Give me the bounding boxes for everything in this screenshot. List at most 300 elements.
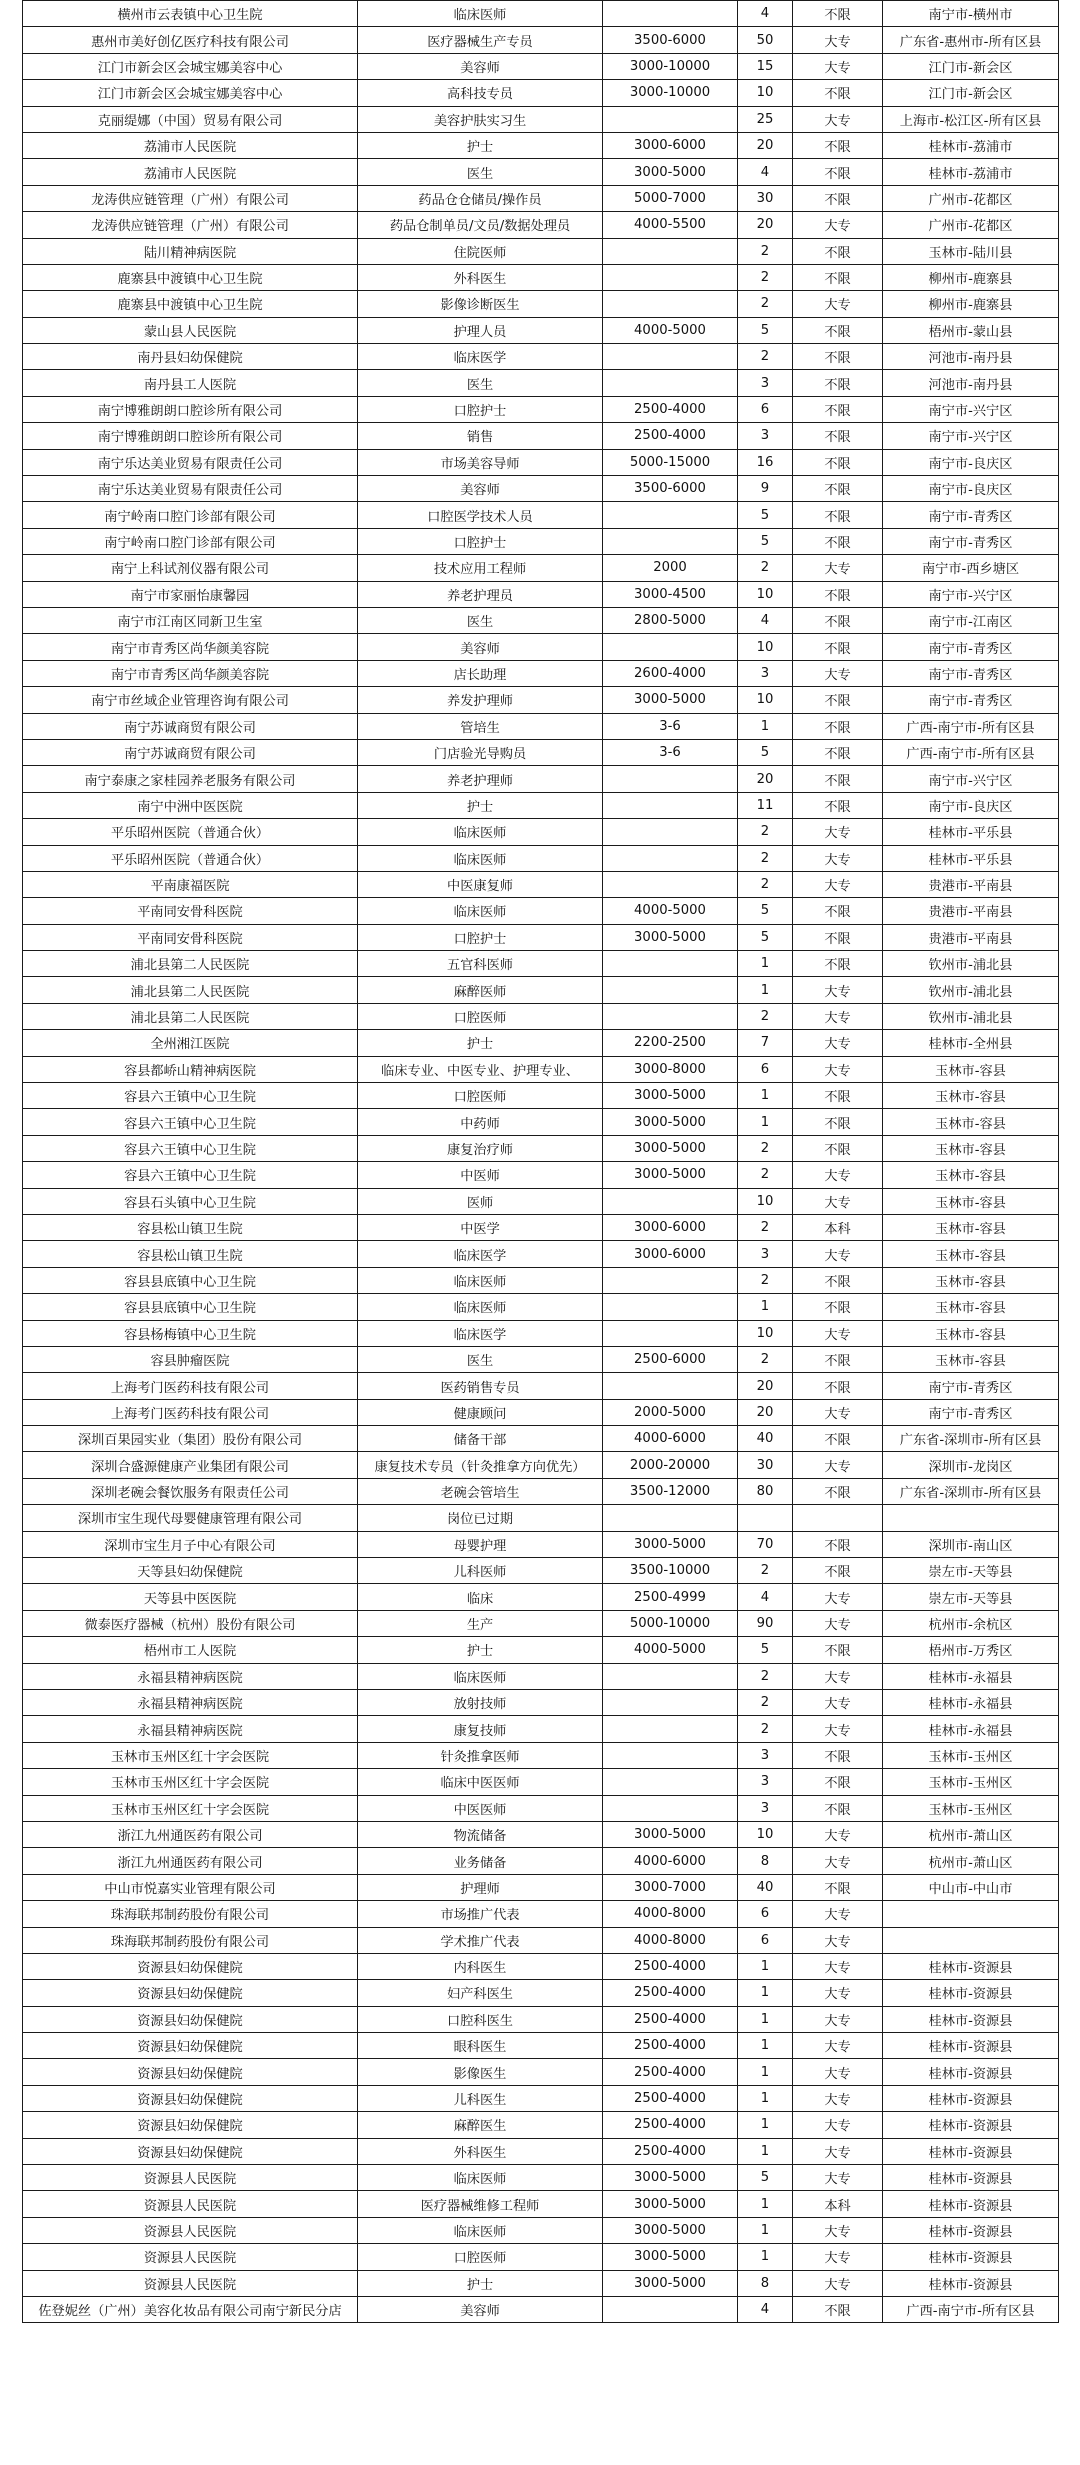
education-cell: 不限 xyxy=(793,1373,883,1399)
company-cell: 资源县人民医院 xyxy=(23,2191,358,2217)
salary-cell xyxy=(603,264,738,290)
salary-cell xyxy=(603,1769,738,1795)
company-cell: 容县松山镇卫生院 xyxy=(23,1214,358,1240)
table-row xyxy=(23,2296,1059,2322)
salary-cell: 3000-5000 xyxy=(603,1531,738,1557)
location-cell: 桂林市-全州县 xyxy=(883,1030,1059,1056)
education-cell: 大专 xyxy=(793,1188,883,1214)
table-row xyxy=(23,555,1059,581)
headcount-cell: 2 xyxy=(738,1162,793,1188)
company-cell: 容县都峤山精神病医院 xyxy=(23,1056,358,1082)
location-cell: 玉林市-容县 xyxy=(883,1162,1059,1188)
table-row xyxy=(23,819,1059,845)
education-cell: 不限 xyxy=(793,423,883,449)
headcount-cell: 2 xyxy=(738,1214,793,1240)
headcount-cell: 3 xyxy=(738,1742,793,1768)
salary-cell xyxy=(603,951,738,977)
table-row xyxy=(23,1980,1059,2006)
headcount-cell: 5 xyxy=(738,317,793,343)
location-cell: 南宁市-青秀区 xyxy=(883,502,1059,528)
table-row xyxy=(23,2112,1059,2138)
table-row xyxy=(23,977,1059,1003)
position-cell: 影像诊断医生 xyxy=(358,291,603,317)
education-cell: 不限 xyxy=(793,80,883,106)
table-row xyxy=(23,1663,1059,1689)
position-cell: 医生 xyxy=(358,607,603,633)
company-cell: 容县松山镇卫生院 xyxy=(23,1241,358,1267)
headcount-cell: 2 xyxy=(738,1003,793,1029)
location-cell: 桂林市-荔浦市 xyxy=(883,132,1059,158)
company-cell: 南宁市青秀区尚华颜美容院 xyxy=(23,634,358,660)
education-cell: 大专 xyxy=(793,819,883,845)
company-cell: 永福县精神病医院 xyxy=(23,1663,358,1689)
education-cell: 不限 xyxy=(793,1294,883,1320)
salary-cell: 2000-20000 xyxy=(603,1452,738,1478)
company-cell: 资源县妇幼保健院 xyxy=(23,1953,358,1979)
table-row xyxy=(23,185,1059,211)
education-cell: 不限 xyxy=(793,581,883,607)
salary-cell xyxy=(603,238,738,264)
company-cell: 南宁中洲中医医院 xyxy=(23,792,358,818)
position-cell: 妇产科医生 xyxy=(358,1980,603,2006)
education-cell: 大专 xyxy=(793,555,883,581)
location-cell: 柳州市-鹿寨县 xyxy=(883,264,1059,290)
company-cell: 资源县妇幼保健院 xyxy=(23,1980,358,2006)
table-row xyxy=(23,1426,1059,1452)
location-cell: 南宁市-兴宁区 xyxy=(883,423,1059,449)
education-cell: 大专 xyxy=(793,291,883,317)
company-cell: 南宁市家丽怡康馨园 xyxy=(23,581,358,607)
location-cell: 钦州市-浦北县 xyxy=(883,977,1059,1003)
headcount-cell xyxy=(738,1505,793,1531)
position-cell: 养发护理师 xyxy=(358,687,603,713)
location-cell: 广东省-深圳市-所有区县 xyxy=(883,1478,1059,1504)
location-cell: 玉林市-陆川县 xyxy=(883,238,1059,264)
company-cell: 平南康福医院 xyxy=(23,871,358,897)
salary-cell xyxy=(603,1505,738,1531)
position-cell: 销售 xyxy=(358,423,603,449)
education-cell: 大专 xyxy=(793,1848,883,1874)
table-row xyxy=(23,1901,1059,1927)
headcount-cell: 10 xyxy=(738,1320,793,1346)
table-row xyxy=(23,1478,1059,1504)
table-row xyxy=(23,449,1059,475)
table-row xyxy=(23,1135,1059,1161)
salary-cell: 2500-4000 xyxy=(603,1980,738,2006)
salary-cell xyxy=(603,819,738,845)
position-cell: 美容师 xyxy=(358,2296,603,2322)
salary-cell xyxy=(603,2296,738,2322)
headcount-cell: 20 xyxy=(738,1373,793,1399)
education-cell: 大专 xyxy=(793,1003,883,1029)
salary-cell: 2800-5000 xyxy=(603,607,738,633)
headcount-cell: 1 xyxy=(738,2006,793,2032)
salary-cell xyxy=(603,871,738,897)
company-cell: 浦北县第二人民医院 xyxy=(23,951,358,977)
salary-cell: 4000-5000 xyxy=(603,317,738,343)
education-cell: 大专 xyxy=(793,1241,883,1267)
headcount-cell: 10 xyxy=(738,80,793,106)
salary-cell: 3000-5000 xyxy=(603,2217,738,2243)
headcount-cell: 8 xyxy=(738,1848,793,1874)
company-cell: 南宁博雅朗朗口腔诊所有限公司 xyxy=(23,423,358,449)
location-cell: 玉林市-玉州区 xyxy=(883,1742,1059,1768)
job-listing-table xyxy=(22,0,1059,2323)
position-cell: 口腔医师 xyxy=(358,2244,603,2270)
company-cell: 容县六王镇中心卫生院 xyxy=(23,1083,358,1109)
company-cell: 珠海联邦制药股份有限公司 xyxy=(23,1927,358,1953)
company-cell: 容县县底镇中心卫生院 xyxy=(23,1267,358,1293)
headcount-cell: 6 xyxy=(738,396,793,422)
company-cell: 江门市新会区会城宝娜美容中心 xyxy=(23,80,358,106)
company-cell: 资源县妇幼保健院 xyxy=(23,2138,358,2164)
table-row xyxy=(23,1505,1059,1531)
education-cell: 大专 xyxy=(793,1690,883,1716)
salary-cell xyxy=(603,1742,738,1768)
education-cell: 不限 xyxy=(793,1109,883,1135)
salary-cell: 5000-10000 xyxy=(603,1610,738,1636)
education-cell: 不限 xyxy=(793,502,883,528)
company-cell: 全州湘江医院 xyxy=(23,1030,358,1056)
position-cell: 临床医师 xyxy=(358,819,603,845)
education-cell: 大专 xyxy=(793,106,883,132)
education-cell: 不限 xyxy=(793,449,883,475)
headcount-cell: 15 xyxy=(738,53,793,79)
table-row xyxy=(23,1241,1059,1267)
company-cell: 克丽缇娜（中国）贸易有限公司 xyxy=(23,106,358,132)
company-cell: 深圳市宝生月子中心有限公司 xyxy=(23,1531,358,1557)
location-cell: 江门市-新会区 xyxy=(883,53,1059,79)
headcount-cell: 3 xyxy=(738,660,793,686)
company-cell: 龙涛供应链管理（广州）有限公司 xyxy=(23,212,358,238)
education-cell: 不限 xyxy=(793,1874,883,1900)
education-cell: 不限 xyxy=(793,1769,883,1795)
headcount-cell: 8 xyxy=(738,2270,793,2296)
education-cell: 不限 xyxy=(793,317,883,343)
table-row xyxy=(23,845,1059,871)
education-cell: 大专 xyxy=(793,1716,883,1742)
table-row xyxy=(23,713,1059,739)
headcount-cell: 70 xyxy=(738,1531,793,1557)
location-cell: 南宁市-江南区 xyxy=(883,607,1059,633)
salary-cell xyxy=(603,370,738,396)
position-cell: 麻醉医师 xyxy=(358,977,603,1003)
salary-cell: 2000-5000 xyxy=(603,1399,738,1425)
company-cell: 南宁上科试剂仪器有限公司 xyxy=(23,555,358,581)
company-cell: 龙涛供应链管理（广州）有限公司 xyxy=(23,185,358,211)
headcount-cell: 7 xyxy=(738,1030,793,1056)
table-row xyxy=(23,1003,1059,1029)
position-cell: 岗位已过期 xyxy=(358,1505,603,1531)
location-cell xyxy=(883,1505,1059,1531)
position-cell: 养老护理员 xyxy=(358,581,603,607)
education-cell: 大专 xyxy=(793,2217,883,2243)
location-cell: 桂林市-资源县 xyxy=(883,2112,1059,2138)
headcount-cell: 1 xyxy=(738,951,793,977)
education-cell: 不限 xyxy=(793,396,883,422)
table-row xyxy=(23,1795,1059,1821)
salary-cell xyxy=(603,291,738,317)
position-cell: 门店验光导购员 xyxy=(358,739,603,765)
position-cell: 护士 xyxy=(358,132,603,158)
company-cell: 资源县人民医院 xyxy=(23,2217,358,2243)
headcount-cell: 1 xyxy=(738,2112,793,2138)
table-row xyxy=(23,238,1059,264)
company-cell: 惠州市美好创亿医疗科技有限公司 xyxy=(23,27,358,53)
location-cell: 贵港市-平南县 xyxy=(883,924,1059,950)
salary-cell: 5000-15000 xyxy=(603,449,738,475)
company-cell: 平南同安骨科医院 xyxy=(23,898,358,924)
position-cell: 老碗会管培生 xyxy=(358,1478,603,1504)
table-row xyxy=(23,2191,1059,2217)
salary-cell: 2500-4000 xyxy=(603,2085,738,2111)
education-cell: 不限 xyxy=(793,344,883,370)
table-row xyxy=(23,2006,1059,2032)
table-row xyxy=(23,396,1059,422)
company-cell: 资源县妇幼保健院 xyxy=(23,2033,358,2059)
location-cell: 玉林市-容县 xyxy=(883,1241,1059,1267)
position-cell: 医药销售专员 xyxy=(358,1373,603,1399)
company-cell: 深圳合盛源健康产业集团有限公司 xyxy=(23,1452,358,1478)
headcount-cell: 4 xyxy=(738,159,793,185)
salary-cell: 3-6 xyxy=(603,713,738,739)
salary-cell: 3000-7000 xyxy=(603,1874,738,1900)
headcount-cell: 5 xyxy=(738,924,793,950)
headcount-cell: 25 xyxy=(738,106,793,132)
location-cell: 桂林市-平乐县 xyxy=(883,819,1059,845)
education-cell: 大专 xyxy=(793,871,883,897)
table-row xyxy=(23,581,1059,607)
table-row xyxy=(23,132,1059,158)
headcount-cell: 1 xyxy=(738,1980,793,2006)
location-cell: 桂林市-资源县 xyxy=(883,2217,1059,2243)
education-cell: 不限 xyxy=(793,528,883,554)
education-cell: 不限 xyxy=(793,264,883,290)
education-cell: 大专 xyxy=(793,212,883,238)
location-cell: 上海市-松江区-所有区县 xyxy=(883,106,1059,132)
company-cell: 平乐昭州医院（普通合伙） xyxy=(23,819,358,845)
table-row xyxy=(23,739,1059,765)
table-row xyxy=(23,2244,1059,2270)
education-cell: 不限 xyxy=(793,2296,883,2322)
education-cell: 不限 xyxy=(793,951,883,977)
education-cell: 大专 xyxy=(793,1953,883,1979)
table-row xyxy=(23,1030,1059,1056)
headcount-cell: 3 xyxy=(738,423,793,449)
education-cell: 不限 xyxy=(793,739,883,765)
table-row xyxy=(23,2165,1059,2191)
headcount-cell: 2 xyxy=(738,264,793,290)
location-cell: 贵港市-平南县 xyxy=(883,898,1059,924)
company-cell: 容县肿瘤医院 xyxy=(23,1346,358,1372)
education-cell: 大专 xyxy=(793,2033,883,2059)
headcount-cell: 2 xyxy=(738,1690,793,1716)
company-cell: 陆川精神病医院 xyxy=(23,238,358,264)
salary-cell: 3000-5000 xyxy=(603,1821,738,1847)
location-cell: 南宁市-良庆区 xyxy=(883,792,1059,818)
education-cell: 大专 xyxy=(793,2138,883,2164)
headcount-cell: 5 xyxy=(738,898,793,924)
education-cell: 不限 xyxy=(793,476,883,502)
table-row xyxy=(23,423,1059,449)
education-cell: 本科 xyxy=(793,2191,883,2217)
company-cell: 南宁岭南口腔门诊部有限公司 xyxy=(23,528,358,554)
education-cell: 大专 xyxy=(793,1663,883,1689)
education-cell: 大专 xyxy=(793,1980,883,2006)
salary-cell: 3000-6000 xyxy=(603,132,738,158)
location-cell: 玉林市-容县 xyxy=(883,1083,1059,1109)
education-cell: 不限 xyxy=(793,1742,883,1768)
position-cell: 母婴护理 xyxy=(358,1531,603,1557)
position-cell: 医生 xyxy=(358,1346,603,1372)
salary-cell: 3000-5000 xyxy=(603,687,738,713)
position-cell: 护理人员 xyxy=(358,317,603,343)
headcount-cell: 5 xyxy=(738,502,793,528)
education-cell: 不限 xyxy=(793,159,883,185)
salary-cell: 3000-5000 xyxy=(603,1135,738,1161)
position-cell: 生产 xyxy=(358,1610,603,1636)
company-cell: 中山市悦嘉实业管理有限公司 xyxy=(23,1874,358,1900)
position-cell: 影像医生 xyxy=(358,2059,603,2085)
position-cell: 口腔护士 xyxy=(358,528,603,554)
headcount-cell: 11 xyxy=(738,792,793,818)
company-cell: 容县六王镇中心卫生院 xyxy=(23,1109,358,1135)
position-cell: 美容师 xyxy=(358,634,603,660)
position-cell: 护理师 xyxy=(358,1874,603,1900)
position-cell: 高科技专员 xyxy=(358,80,603,106)
headcount-cell: 20 xyxy=(738,132,793,158)
company-cell: 荔浦市人民医院 xyxy=(23,132,358,158)
table-row xyxy=(23,898,1059,924)
position-cell: 临床 xyxy=(358,1584,603,1610)
salary-cell: 2200-2500 xyxy=(603,1030,738,1056)
headcount-cell: 3 xyxy=(738,1795,793,1821)
position-cell: 口腔科医生 xyxy=(358,2006,603,2032)
salary-cell xyxy=(603,766,738,792)
salary-cell: 2500-4999 xyxy=(603,1584,738,1610)
salary-cell: 3500-6000 xyxy=(603,27,738,53)
headcount-cell: 1 xyxy=(738,2244,793,2270)
table-row xyxy=(23,1,1059,27)
headcount-cell: 20 xyxy=(738,212,793,238)
salary-cell xyxy=(603,1,738,27)
salary-cell: 4000-5000 xyxy=(603,1637,738,1663)
salary-cell: 2500-4000 xyxy=(603,2033,738,2059)
table-row xyxy=(23,2217,1059,2243)
education-cell: 不限 xyxy=(793,924,883,950)
location-cell: 桂林市-平乐县 xyxy=(883,845,1059,871)
location-cell: 南宁市-兴宁区 xyxy=(883,396,1059,422)
salary-cell xyxy=(603,106,738,132)
headcount-cell: 2 xyxy=(738,845,793,871)
salary-cell: 3000-5000 xyxy=(603,2270,738,2296)
location-cell: 南宁市-青秀区 xyxy=(883,1399,1059,1425)
company-cell: 玉林市玉州区红十字会医院 xyxy=(23,1769,358,1795)
location-cell: 玉林市-容县 xyxy=(883,1346,1059,1372)
headcount-cell: 2 xyxy=(738,1267,793,1293)
headcount-cell: 2 xyxy=(738,1135,793,1161)
company-cell: 容县杨梅镇中心卫生院 xyxy=(23,1320,358,1346)
education-cell: 大专 xyxy=(793,1320,883,1346)
company-cell: 南丹县妇幼保健院 xyxy=(23,344,358,370)
location-cell: 深圳市-南山区 xyxy=(883,1531,1059,1557)
position-cell: 儿科医生 xyxy=(358,2085,603,2111)
position-cell: 康复治疗师 xyxy=(358,1135,603,1161)
position-cell: 眼科医生 xyxy=(358,2033,603,2059)
location-cell xyxy=(883,1901,1059,1927)
table-row xyxy=(23,1056,1059,1082)
table-row xyxy=(23,291,1059,317)
location-cell: 南宁市-良庆区 xyxy=(883,476,1059,502)
table-row xyxy=(23,370,1059,396)
table-row xyxy=(23,766,1059,792)
education-cell: 大专 xyxy=(793,2006,883,2032)
location-cell: 玉林市-容县 xyxy=(883,1135,1059,1161)
education-cell: 大专 xyxy=(793,2244,883,2270)
location-cell: 江门市-新会区 xyxy=(883,80,1059,106)
headcount-cell: 1 xyxy=(738,2138,793,2164)
location-cell: 广西-南宁市-所有区县 xyxy=(883,2296,1059,2322)
table-row xyxy=(23,1953,1059,1979)
location-cell: 玉林市-玉州区 xyxy=(883,1769,1059,1795)
headcount-cell: 2 xyxy=(738,1716,793,1742)
table-row xyxy=(23,1610,1059,1636)
salary-cell: 4000-8000 xyxy=(603,1927,738,1953)
position-cell: 临床医师 xyxy=(358,2217,603,2243)
table-row xyxy=(23,80,1059,106)
location-cell: 梧州市-万秀区 xyxy=(883,1637,1059,1663)
location-cell: 广西-南宁市-所有区县 xyxy=(883,739,1059,765)
location-cell: 桂林市-资源县 xyxy=(883,2138,1059,2164)
table-row xyxy=(23,1452,1059,1478)
company-cell: 南宁市青秀区尚华颜美容院 xyxy=(23,660,358,686)
salary-cell xyxy=(603,845,738,871)
company-cell: 浙江九州通医药有限公司 xyxy=(23,1821,358,1847)
salary-cell: 3000-5000 xyxy=(603,2244,738,2270)
location-cell: 桂林市-资源县 xyxy=(883,2270,1059,2296)
education-cell: 本科 xyxy=(793,1214,883,1240)
position-cell: 医生 xyxy=(358,159,603,185)
headcount-cell: 10 xyxy=(738,687,793,713)
location-cell: 钦州市-浦北县 xyxy=(883,1003,1059,1029)
table-row xyxy=(23,1083,1059,1109)
position-cell: 康复技术专员（针灸推拿方向优先） xyxy=(358,1452,603,1478)
position-cell: 医师 xyxy=(358,1188,603,1214)
salary-cell: 2500-4000 xyxy=(603,2138,738,2164)
education-cell: 不限 xyxy=(793,634,883,660)
salary-cell: 3500-6000 xyxy=(603,476,738,502)
salary-cell: 3-6 xyxy=(603,739,738,765)
company-cell: 容县石头镇中心卫生院 xyxy=(23,1188,358,1214)
position-cell: 口腔医师 xyxy=(358,1003,603,1029)
location-cell: 玉林市-容县 xyxy=(883,1214,1059,1240)
education-cell: 大专 xyxy=(793,1452,883,1478)
table-row xyxy=(23,1373,1059,1399)
position-cell: 技术应用工程师 xyxy=(358,555,603,581)
salary-cell: 5000-7000 xyxy=(603,185,738,211)
table-row xyxy=(23,528,1059,554)
table-row xyxy=(23,1531,1059,1557)
company-cell: 平乐昭州医院（普通合伙） xyxy=(23,845,358,871)
company-cell: 资源县妇幼保健院 xyxy=(23,2085,358,2111)
headcount-cell: 3 xyxy=(738,370,793,396)
headcount-cell: 3 xyxy=(738,1241,793,1267)
education-cell: 不限 xyxy=(793,687,883,713)
headcount-cell: 4 xyxy=(738,1584,793,1610)
position-cell: 外科医生 xyxy=(358,2138,603,2164)
company-cell: 江门市新会区会城宝娜美容中心 xyxy=(23,53,358,79)
position-cell: 医疗器械生产专员 xyxy=(358,27,603,53)
